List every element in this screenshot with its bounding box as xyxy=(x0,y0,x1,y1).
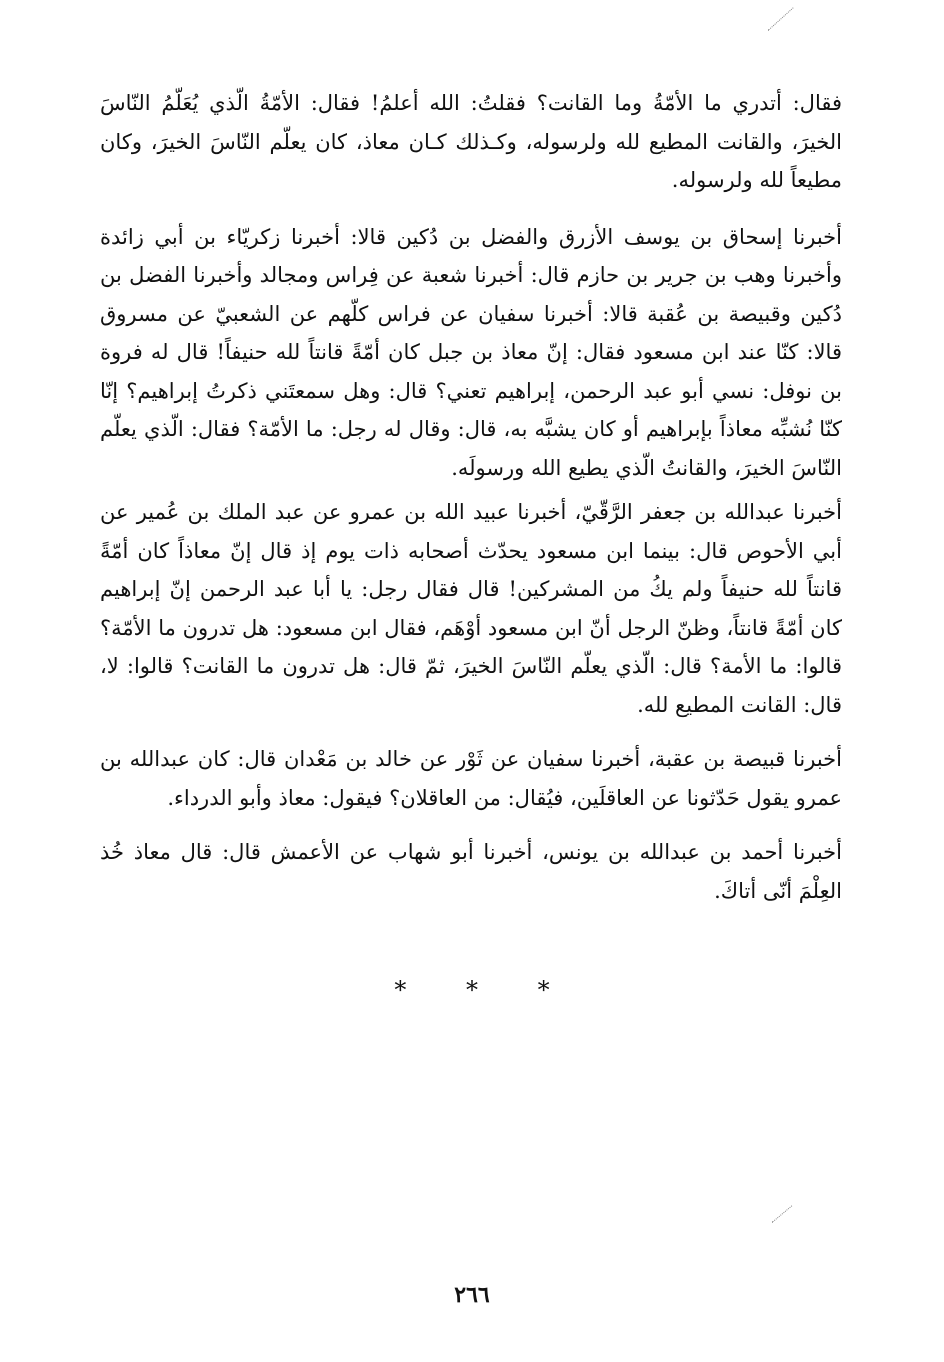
paragraph-3: أخبرنا عبدالله بن جعفر الرَّقّيّ، أخبرنا عبيد الله بن عمرو عن عبد الملك بن عُمير عن أبي الأحوص قال: بينما ابن مسعود يحدّث أصحابه ذات يوم إذ قال إنّ معاذاً كان أمّةً قانتاً لله حنيفاً ولم يكُ من المشركين! قال فقال رجل: يا أبا عبد الرحمن إنّ إبراهيم كان أمّةً قانتاً، وظنّ الرجل أنّ ابن مسعود أوْهَم، فقال ابن مسعود: هل تدرون ما الأمّة؟ قالوا: ما الأمة؟ قال: الّذي يعلّم النّاسَ الخيرَ، ثمّ قال: هل تدرون ما القانت؟ قالوا: لا، قال: القانت المطيع لله. xyxy=(100,500,842,717)
section-divider xyxy=(0,976,944,1004)
paragraph-1: فقال: أتدري ما الأمّةُ وما القانت؟ فقلتُ: الله أعلمُ! فقال: الأمّةُ الّذي يُعَلّمُ النّاسَ الخيرَ، والقانت المطيع لله ولرسوله، وكـذلك كـان معاذ، كان يعلّم النّاسَ الخيرَ، وكان مطيعاً لله ولرسوله. xyxy=(100,91,842,192)
body-text xyxy=(100,84,842,910)
asterisk-ornament: * xyxy=(537,976,550,1004)
paragraph-2: أخبرنا إسحاق بن يوسف الأزرق والفضل بن دُكين قالا: أخبرنا زكريّاء بن أبي زائدة وأخبرنا وهب بن جرير بن حازم قال: أخبرنا شعبة عن فِراس ومجالد وأخبرنا الفضل بن دُكين وقبيصة بن عُقبة قالا: أخبرنا سفيان عن فراس كلّهم عن الشعبيّ عن مسروق قالا: كنّا عند ابن مسعود فقال: إنّ معاذ بن جبل كان أمّةً قانتاً لله حنيفاً! قال له فروة بن نوفل: نسي أبو عبد الرحمن، إبراهيم تعني؟ قال: وهل سمعتَني ذكرتُ إبراهيم؟ إنّا كنّا نُشبِّه معاذاً بإبراهيم أو كان يشبَّه به، قال: وقال له رجل: ما الأمّة؟ فقال: الّذي يعلّم النّاسَ الخيرَ، والقانتُ الّذي يطيع الله ورسولَه. xyxy=(100,224,842,480)
paragraph-4: أخبرنا قبيصة بن عقبة، أخبرنا سفيان عن ثَوْر عن خالد بن مَعْدان قال: كان عبدالله بن عمرو يقول حَدّثونا عن العاقلَين، فيُقال: من العاقلان؟ فيقول: معاذ وأبو الدرداء. xyxy=(100,747,842,810)
scan-speck-top xyxy=(768,7,794,30)
asterisk-ornament: * xyxy=(394,976,407,1004)
page-number: ٢٦٦ xyxy=(454,1282,490,1308)
asterisk-ornament: * xyxy=(466,976,478,1004)
paragraph-5: أخبرنا أحمد بن عبدالله بن يونس، أخبرنا أبو شهاب عن الأعمش قال: قال معاذ خُذ العِلْمَ أنّى أتاكَ. xyxy=(100,840,842,903)
scan-speck-bottom xyxy=(772,1205,793,1222)
